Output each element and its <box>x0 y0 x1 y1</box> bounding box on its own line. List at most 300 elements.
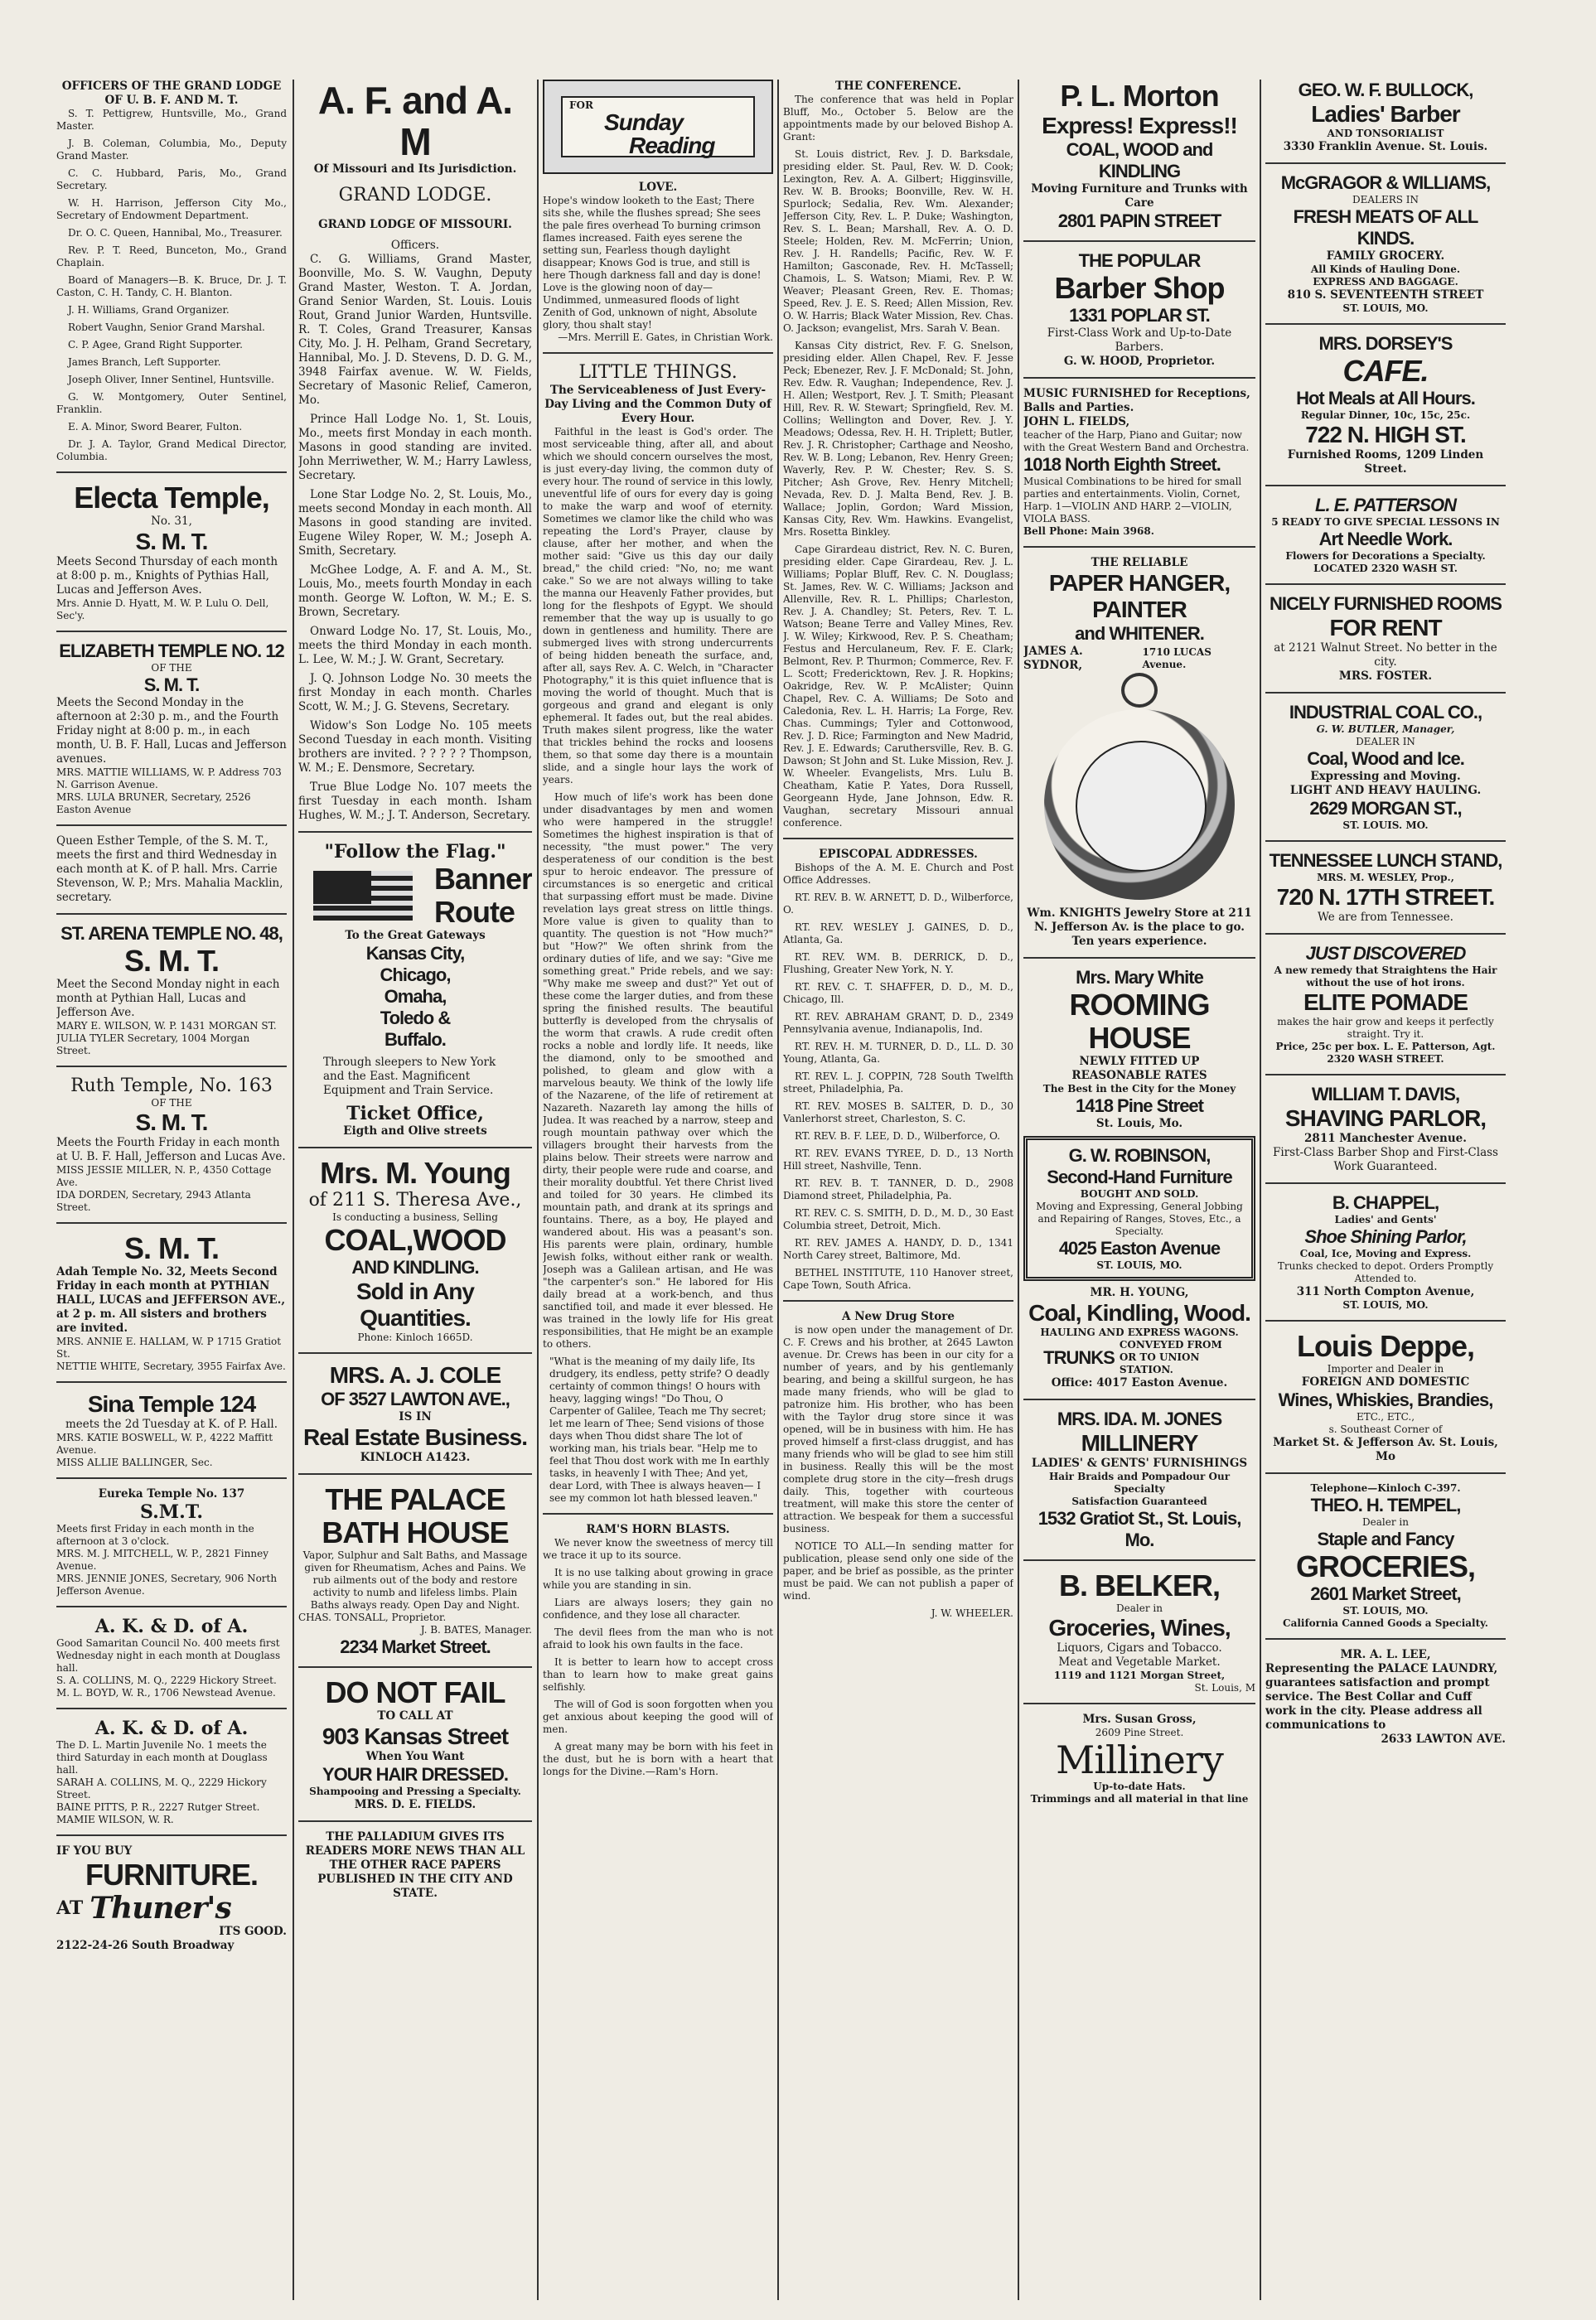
music-addr: 1018 North Eighth Street. <box>1023 454 1221 475</box>
mry-office: Office: 4017 Easton Avenue. <box>1051 1376 1228 1390</box>
young-addr: of 211 S. Theresa Ave., <box>308 1190 522 1211</box>
dnf-to: TO CALL AT <box>377 1709 453 1723</box>
quantities: Sold in Any Quantities. <box>356 1278 474 1331</box>
rob-addr: 4025 Easton Avenue <box>1058 1238 1221 1259</box>
music-name: JOHN L. FIELDS, <box>1023 415 1130 428</box>
patt-flowers: Flowers for Decorations a Specialty. <box>1285 550 1486 562</box>
coal-wood: COAL,WOOD <box>324 1223 506 1257</box>
rams-para: We never know the sweetness of mercy till we trace it up to its source. <box>543 1537 773 1561</box>
pocket-watch-image <box>1044 709 1235 900</box>
dnf-title: DO NOT FAIL <box>325 1675 505 1709</box>
city-name: Omaha, <box>384 986 447 1007</box>
cole-title: MRS. A. J. COLE <box>329 1362 501 1388</box>
lodge-entry: Lone Star Lodge No. 2, St. Louis, Mo., meets second Monday in each month. All Masons in good standing are invited. Eugene Wiley Roper, W. M.; Joseph A. Smith, Secretary. <box>298 488 532 558</box>
eureka-n1: MRS. M. J. MITCHELL, W. P., 2821 Finney Avenue. <box>56 1548 268 1572</box>
flag-title: "Follow the Flag." <box>324 841 506 863</box>
eliz-n2: MRS. LULA BRUNER, Secretary, 2526 Easton Avenue <box>56 791 251 815</box>
rob-city: ST. LOUIS, MO. <box>1096 1259 1182 1271</box>
barber-text: First-Class Work and Up-to-Date Barbers. <box>1047 326 1232 354</box>
music-title: MUSIC FURNISHED for Receptions, Balls and Parties. <box>1023 387 1250 414</box>
lodge-entry: Onward Lodge No. 17, St. Louis, Mo., meets the third Monday in each month. L. Lee, W. M.; J. W. Grant, Secretary. <box>298 625 532 666</box>
chappel-city: ST. LOUIS, MO. <box>1342 1299 1429 1311</box>
officer-entry: S. T. Pettigrew, Huntsville, Mo., Grand Master. <box>56 108 287 132</box>
morton-name: P. L. Morton <box>1060 80 1219 113</box>
ind-exp: Expressing and Moving. <box>1310 770 1461 783</box>
rob-title: Second-Hand Furniture <box>1047 1167 1232 1187</box>
bullock-tons: AND TONSORIALIST <box>1327 128 1444 139</box>
bishop-entry: RT. REV. ABRAHAM GRANT, D. D., 2349 Pennsylvania avenue, Indianapolis, Ind. <box>783 1011 1013 1035</box>
officer-entry: Robert Vaughn, Senior Grand Marshal. <box>68 321 265 333</box>
rams-paras <box>543 1537 773 1778</box>
ruth-title: Ruth Temple, No. 163 <box>70 1075 273 1096</box>
morton-coal: COAL, WOOD and KINDLING <box>1066 139 1213 181</box>
mcg-exp: EXPRESS AND BAGGAGE. <box>1313 276 1458 288</box>
rooming-rates: REASONABLE RATES <box>1071 1069 1207 1082</box>
bishop-entry: BETHEL INSTITUTE, 110 Hanover street, Cape Town, South Africa. <box>783 1267 1013 1291</box>
arena-n1: MARY E. WILSON, W. P. 1431 MORGAN ST. <box>56 1020 277 1032</box>
furn-name: Thuner's <box>89 1891 231 1926</box>
deppe-name: Louis Deppe, <box>1296 1329 1475 1363</box>
patt-loc: LOCATED 2320 WASH ST. <box>1313 563 1458 574</box>
rob-bought: BOUGHT AND SOLD. <box>1080 1188 1199 1200</box>
gross-addr: 2609 Pine Street. <box>1095 1727 1184 1738</box>
mcg-meats: FRESH MEATS OF ALL KINDS. <box>1293 206 1478 249</box>
rooming-best: The Best in the City for the Money <box>1042 1083 1236 1095</box>
davis-name: WILLIAM T. DAVIS, <box>1311 1084 1460 1104</box>
arena-smt: S. M. T. <box>123 944 219 978</box>
officers-title: OFFICERS OF THE GRAND LODGE OF U. B. F. AND M. T. <box>61 80 282 107</box>
sunday-reading-masthead <box>543 80 773 174</box>
electa-names: Mrs. Annie D. Hyatt, M. W. P. Lulu O. Dell, Sec'y. <box>56 597 269 621</box>
masthead-for: FOR <box>569 99 593 111</box>
rob-name: G. W. ROBINSON, <box>1068 1145 1211 1166</box>
lodge-entry: Widow's Son Lodge No. 105 meets Second Tuesday in each month. Visiting brothers are invited. ? ? ? ? ? Thompson, W. M.; E. Densmore, Secretary. <box>298 719 532 775</box>
officer-entry: Joseph Oliver, Inner Sentinel, Huntsville. <box>68 374 274 385</box>
tempel-name: THEO. H. TEMPEL, <box>1310 1495 1461 1515</box>
officer-entry: C. C. Hubbard, Paris, Mo., Grand Secretary. <box>56 167 287 191</box>
lodge-entry: Prince Hall Lodge No. 1, St. Louis, Mo., meets first Monday in each month. Masons in good standing are invited. John Merriwether, W. M.; Harry Lawless, Secretary. <box>298 413 532 482</box>
arena-text: Meet the Second Monday night in each month at Pythian Hall, Lucas and Jefferson Ave. <box>56 978 280 1019</box>
davis-addr: 2811 Manchester Avenue. <box>1304 1132 1467 1145</box>
bishop-list <box>783 892 1013 1292</box>
chappel-addr: 311 North Compton Avenue, <box>1296 1285 1475 1298</box>
mcg-city: ST. LOUIS, MO. <box>1342 302 1429 314</box>
city-name: Buffalo. <box>384 1029 446 1050</box>
arena-n2: JULIA TYLER Secretary, 1004 Morgan Street. <box>56 1032 250 1056</box>
palace-prop: CHAS. TONSALL, Proprietor. <box>298 1612 447 1623</box>
af-am-subtitle: Of Missouri and Its Jurisdiction. <box>313 162 517 176</box>
masthead-reading: Reading <box>629 133 715 158</box>
dorsey-hot: Hot Meals at All Hours. <box>1296 388 1475 408</box>
electa-no: No. 31, <box>151 515 192 528</box>
tempel-groceries: GROCERIES, <box>1295 1549 1476 1583</box>
dorsey-rooms: Furnished Rooms, 1209 Linden Street. <box>1287 448 1484 476</box>
ruth-smt: S. M. T. <box>135 1109 208 1135</box>
belker-name: B. BELKER, <box>1058 1568 1220 1602</box>
bishop-entry: RT. REV. H. M. TURNER, D. D., LL. D. 30 Young, Atlanta, Ga. <box>783 1041 1013 1065</box>
barber-addr: 1331 POPLAR ST. <box>1069 305 1210 326</box>
tempel-canned: California Canned Goods a Specialty. <box>1283 1617 1488 1629</box>
love-poem: Hope's window looketh to the East; There sits she, while the flushes spread; She sees the pale fires overhead To burning crimson flames increased. Faith eyes serene the setting sun, Fearless though daylight disappear; Knows God is true, and still is here Though darkness fall and day is done! Love is the glowing noon of day— Undimmed, unmeasured floods of light Zenith of God, unknown of night, Absolute glory, thou shalt stay! <box>543 195 762 331</box>
deppe-addr: Market St. & Jefferson Av. St. Louis, Mo <box>1273 1436 1498 1463</box>
column-rule <box>293 80 294 2300</box>
rooms-text: at 2121 Walnut Street. No better in the city. <box>1274 641 1497 669</box>
mry-name: MR. H. YOUNG, <box>1090 1286 1189 1299</box>
akd1-n1: S. A. COLLINS, M. Q., 2229 Hickory Street. <box>56 1675 277 1686</box>
mry-conv: CONVEYED FROM OR TO UNION STATION. <box>1119 1339 1222 1375</box>
lodge-list <box>298 413 532 823</box>
belker-groceries: Groceries, Wines, <box>1048 1615 1231 1641</box>
bishop-entry: RT. REV. EVANS TYREE, D. D., 13 North Hill street, Nashville, Tenn. <box>783 1148 1013 1172</box>
sina-title: Sina Temple 124 <box>87 1391 256 1417</box>
bishop-entry: RT. REV. JAMES A. HANDY, D. D., 1341 North Carey street, Baltimore, Md. <box>783 1237 1013 1261</box>
mcg-addr: 810 S. SEVENTEENTH STREET <box>1287 288 1484 302</box>
just-text: A new remedy that Straightens the Hair without the use of hot irons. <box>1274 964 1497 988</box>
notice-text: NOTICE TO ALL—In sending matter for publication, please send only one side of the paper, and be brief as possible, as the printer must be paid. We can not publish a paper of wind. <box>783 1540 1013 1602</box>
whitener: and WHITENER. <box>1075 623 1204 644</box>
deppe-corner: s. Southeast Corner of <box>1328 1423 1443 1435</box>
akd1-text: Good Samaritan Council No. 400 meets first Wednesday night in each month at Douglass hall. <box>56 1637 281 1674</box>
sydnor-name: JAMES A. SYDNOR, <box>1023 645 1083 672</box>
palladium-notice: THE PALLADIUM GIVES ITS READERS MORE NEWS THAN ALL THE OTHER RACE PAPERS PUBLISHED IN THE CITY AND STATE. <box>305 1830 525 1900</box>
rams-para: The will of God is soon forgotten when you get anxious about keeping the good will of men. <box>543 1699 773 1735</box>
rooming-new: NEWLY FITTED UP <box>1079 1055 1200 1068</box>
rams-para: Liars are always losers; they gain no confidence, and they lose all character. <box>543 1597 773 1621</box>
lee-addr: 2633 LAWTON AVE. <box>1381 1733 1506 1746</box>
dorsey-addr: 722 N. HIGH ST. <box>1305 422 1466 447</box>
ruth-text: Meets the Fourth Friday in each month at U. B. F. Hall, Jefferson and Lucas Ave. <box>56 1136 286 1163</box>
akd2-text: The D. L. Martin Juvenile No. 1 meets the third Saturday in each month at Douglass hall. <box>56 1739 268 1776</box>
notice-sign: J. W. WHEELER. <box>931 1607 1013 1619</box>
patt-name: L. E. PATTERSON <box>1315 495 1456 515</box>
dnf-when: When You Want <box>365 1750 465 1763</box>
masthead-sunday: Sunday <box>604 109 684 135</box>
city-name: Kansas City, <box>365 943 465 964</box>
city-list <box>298 943 532 1051</box>
officer-entry: James Branch, Left Supporter. <box>68 356 221 368</box>
palace-bath: BATH HOUSE <box>322 1515 509 1549</box>
conf-para: The conference that was held in Poplar Bluff, Mo., October 5. Below are the appointments made by our beloved Bishop A. Grant: <box>783 94 1013 143</box>
electa-text: Meets Second Thursday of each month at 8:00 p. m., Knights of Pythias Hall, Lucas and Jefferson Aves. <box>56 555 278 597</box>
deppe-for: FOREIGN AND DOMESTIC <box>1301 1375 1470 1389</box>
rooming-addr: 1418 Pine Street <box>1076 1095 1203 1116</box>
officer-entry: C. P. Agee, Grand Right Supporter. <box>68 339 243 350</box>
officer-entry: Board of Managers—B. K. Bruce, Dr. J. T. Caston, C. H. Tandy, C. H. Blanton. <box>56 274 287 298</box>
column-rule <box>777 80 779 2300</box>
cole-addr: OF 3527 LAWTON AVE., <box>321 1389 510 1409</box>
bullock-barber: Ladies' Barber <box>1311 101 1460 127</box>
officers-label: Officers. <box>390 239 440 252</box>
jones-hair: Hair Braids and Pompadour Our Specialty <box>1048 1471 1231 1495</box>
city-name: Toledo & <box>380 1008 451 1028</box>
little-paras <box>543 426 773 1351</box>
love-title: LOVE. <box>638 181 678 194</box>
little-para: Faithful in the least is God's order. The most serviceable thing, after all, and about which we should concern ourselves the most, is just every-day living, the common duty of every hour. The round of service in this lowly, uneventful life of ours for every day is going to make the warp and woof of eternity. Sometimes we clamor like the child who was repeating the Lord's Prayer, clause by clause, after her mother, and when the mother said: "Give us this day our daily bread," the child cried: "No, no; me want cake." So we are not always willing to take the manna our Heavenly Father provides, but long for the fleshpots of Egypt. We should remember that the way up is usually to go down in gentleness and humility. There are submerged lives with strong undercurrents of being hidden beneath the surface, and, after all, says Rev. A. C. Welch, in "Character Photography," it is this quiet influence that is moving the world of thought. Much that is gorgeous and grand and elegant is only ephemeral. It fades out, but the real abides. Truth makes silent progress, like the water that trickles behind the rocks and loosens them, so that some day there is a mountain slide, and a single hour lays the work of years. <box>543 426 773 785</box>
ind-city: ST. LOUIS. MO. <box>1342 819 1429 831</box>
young-phone: Phone: Kinloch 1665D. <box>357 1332 473 1343</box>
city-name: Chicago, <box>380 964 451 985</box>
sina-n2: MISS ALLIE BALLINGER, Sec. <box>56 1457 213 1468</box>
little-sub: The Serviceableness of Just Every-Day Living and the Common Duty of Every Hour. <box>544 384 771 425</box>
cole-phone: KINLOCH A1423. <box>360 1451 471 1464</box>
palace-text: Vapor, Sulphur and Salt Baths, and Massage given for Rheumatism, Aches and Pains. We rub ailments out of the body and restore activity to numb and lifeless limbs. Plain Baths always ready. Open Day and Night. <box>302 1549 528 1611</box>
dorsey-cafe: CAFE. <box>1342 354 1429 388</box>
white-name: Mrs. Mary White <box>1076 967 1203 988</box>
ind-dealer: DEALER IN <box>1356 736 1415 747</box>
furn-addr: 2122-24-26 South Broadway <box>56 1939 235 1952</box>
ticket-office: Ticket Office, <box>346 1103 484 1124</box>
just-title: JUST DISCOVERED <box>1305 943 1466 964</box>
belker-liq: Liquors, Cigars and Tobacco. <box>1057 1641 1222 1655</box>
conf-para: Kansas City district, Rev. F. G. Snelson, presiding elder. Allen Chapel, Rev. F. Jesse Peck; Ebenezer, Rev. J. F. McDonald; St. John, Rev. Edw. R. Vaughan; Independence, Rev. J. H. Allen; Westport, Rev. J. T. Smith; Pleasant Hill, Rev. R. W. Stewart; Springfield, Rev. M. Collins; Wellington and Dover, Rev. J. Y. Meadows; Odessa, Rev. H. H. Triplett; Butler, Rev. J. R. Christopher; Carthage and Neosho, Rev. W. B. Long; Lebanon, Rev. Henry Green; Waverly, Rev. P. W. Chester; Rev. S. S. Pitcher; Ash Grove, Rev. Henry Mitchell; Nevada, Rev. D. J. Malta Bend, Rev. J. B. Wallace; Joplin, Gordon; Ward Mission, Kansas City, Rev. Wm. Hawkins. Evangelist, Mrs. Rosetta Binkley. <box>783 340 1013 538</box>
chappel-trunks: Trunks checked to depot. Orders Promptly Attended to. <box>1277 1260 1494 1284</box>
column-rule <box>1018 80 1019 2300</box>
gateways: To the Great Gateways <box>345 929 486 942</box>
grand-lodge: GRAND LODGE. <box>338 185 492 205</box>
ind-coal: Coal, Wood and Ice. <box>1307 748 1464 769</box>
ind-mgr: G. W. BUTLER, Manager, <box>1316 723 1455 735</box>
chappel-coal: Coal, Ice, Moving and Express. <box>1299 1248 1472 1259</box>
dorsey-dinner: Regular Dinner, 10c, 15c, 25c. <box>1300 409 1471 421</box>
lodge-entry: McGhee Lodge, A. F. and A. M., St. Louis, Mo., meets fourth Monday in each month. George W. Lofton, W. M.; E. S. Brown, Secretary. <box>298 563 532 619</box>
belker-dealer: Dealer in <box>1116 1602 1163 1614</box>
column-rule <box>537 80 539 2300</box>
mcg-dealers: DEALERS IN <box>1352 194 1419 205</box>
rams-title: RAM'S HORN BLASTS. <box>586 1523 730 1536</box>
watch-crown <box>1121 673 1158 708</box>
rooms-rent: FOR RENT <box>1329 615 1442 640</box>
drug-title: A New Drug Store <box>842 1310 955 1323</box>
eureka-title: Eureka Temple No. 137 <box>98 1487 245 1501</box>
epis-title: EPISCOPAL ADDRESSES. <box>819 848 978 861</box>
robinson-ad <box>1023 1136 1255 1281</box>
lee-text: Representing the PALACE LAUNDRY, guarantees satisfaction and prompt service. The Best Collar and Cuff work in the city. Please address all communications to <box>1265 1662 1498 1732</box>
elite-price: Price, 25c per box. L. E. Patterson, Agt. <box>1275 1041 1496 1052</box>
reliable: THE RELIABLE <box>1091 556 1188 569</box>
eureka-text: Meets first Friday in each month in the afternoon at 3 o'clock. <box>56 1523 254 1547</box>
rams-para: A great many may be born with his feet in the dust, but he is born with a heart that longs for the Divine.—Ram's Horn. <box>543 1741 773 1777</box>
ind-addr: 2629 MORGAN ST., <box>1309 798 1462 819</box>
patt-lessons: 5 READY TO GIVE SPECIAL LESSONS IN <box>1271 516 1500 528</box>
column-rule <box>1260 80 1261 2300</box>
jones-name: MRS. IDA. M. JONES <box>1057 1409 1222 1429</box>
morton-express: Express! Express!! <box>1042 113 1237 138</box>
lee-name: MR. A. L. LEE, <box>1340 1648 1431 1661</box>
cole-biz: Real Estate Business. <box>302 1424 528 1450</box>
furn-at: AT <box>56 1897 84 1919</box>
officer-entry: E. A. Minor, Sword Bearer, Fulton. <box>68 421 243 433</box>
furn-if: IF YOU BUY <box>56 1844 133 1858</box>
jones-millinery: MILLINERY <box>1081 1430 1198 1456</box>
rams-para: The devil flees from the man who is not afraid to look his own faults in the face. <box>543 1626 773 1651</box>
officer-entry: J. H. Williams, Grand Organizer. <box>68 304 230 316</box>
esther-text: Queen Esther Temple, of the S. M. T., meets the first and third Wednesday in each month at K. of P. hall. Mrs. Carrie Stevenson, W. P.; Mrs. Mahalia Macklin, secretary. <box>56 834 283 904</box>
morton-addr: 2801 PAPIN STREET <box>1057 210 1221 231</box>
bishop-entry: RT. REV. MOSES B. SALTER, D. D., 30 Vanlerhorst street, Charleston, S. C. <box>783 1100 1013 1124</box>
eliz-smt: S. M. T. <box>143 674 200 695</box>
ruth-n2: IDA DORDEN, Secretary, 2943 Atlanta Street. <box>56 1189 251 1213</box>
dnf-addr: 903 Kansas Street <box>322 1723 509 1749</box>
morton-moving: Moving Furniture and Trunks with Care <box>1031 182 1248 210</box>
akd1-n2: M. L. BOYD, W. R., 1706 Newstead Avenue. <box>56 1687 276 1699</box>
rooming-city: St. Louis, Mo. <box>1095 1117 1183 1130</box>
lodge-entry: J. Q. Johnson Lodge No. 30 meets the first Monday in each month. Charles Scott, W. M.; J. G. Stevens, Secretary. <box>298 672 532 713</box>
chappel-title: Shoe Shining Parlor, <box>1304 1226 1467 1247</box>
jones-sat: Satisfaction Guaranteed <box>1071 1496 1207 1507</box>
davis-title: SHAVING PARLOR, <box>1284 1105 1487 1131</box>
furn-title: FURNITURE. <box>85 1858 258 1892</box>
young-text: Is conducting a business, Selling <box>332 1211 498 1223</box>
mry-coal: Coal, Kindling, Wood. <box>1028 1300 1250 1326</box>
ind-haul: LIGHT AND HEAVY HAULING. <box>1289 784 1482 797</box>
bishop-entry: RT. REV. C. T. SHAFFER, D. D., M. D., Chicago, Ill. <box>783 981 1013 1005</box>
officers-text: C. G. Williams, Grand Master, Boonville, Mo. S. W. Vaughn, Deputy Grand Master, Weston. T. A. Jordan, Grand Senior Warden, St. Louis. Louis Rout, Grand Junior Warden, Huntsville. R. T. Coles, Grand Treasurer, Kansas City, Mo. J. H. Pelham, Grand Secretary, Hannibal, Mo. J. D. Stevens, D. D. G. M., 3948 Fairfax avenue. W. W. Fields, Secretary of Masonic Relief, Cameron, Mo. <box>298 253 532 407</box>
conf-para: St. Louis district, Rev. J. D. Barksdale, presiding elder. St. Paul, Rev. W. D. Cook; Lexington, Rev. A. A. Gilbert; Higginsville, Rev. W. B. Brooks; Boonville, Rev. W. H. Spurlock; Sedalia, Rev. Wm. Alexander; Jefferson City, Rev. L. P. Duke; Washington, Rev. S. L. Bean; Marshall, Rev. A. O. D. Steele; Holden, Rev. M. McFerrin; Union, Rev. J. H. Randells; Pacific, Rev. W. F. Hamilton; Gasconade, Rev. H. McTassell; Chamois, L. S. Watson; Miami, Rev. P. W. Weaver; Pleasant Green, Rev. E. Thomas; Speed, Rev. J. E. S. Reed; Allen Mission, Rev. O. W. Harris; Black Water Mission, Rev. Chas. O. Jackson; evangelist, Mrs. Sarah V. Bean. <box>783 148 1013 334</box>
officer-entry: Rev. P. T. Reed, Bunceton, Mo., Grand Chaplain. <box>56 244 287 268</box>
furn-good: ITS GOOD. <box>219 1925 287 1938</box>
deppe-imp: Importer and Dealer in <box>1327 1363 1444 1375</box>
electa-title: Electa Temple, <box>74 481 269 515</box>
sina-text: meets the 2d Tuesday at K. of P. Hall. <box>65 1418 278 1431</box>
barber-prop: G. W. HOOD, Proprietor. <box>1063 355 1216 368</box>
column-4 <box>783 80 1013 2300</box>
adah-n2: NETTIE WHITE, Secretary, 3955 Fairfax Ave. <box>56 1361 286 1372</box>
rooms-title: NICELY FURNISHED ROOMS <box>1270 593 1502 614</box>
column-6 <box>1265 80 1506 2300</box>
ticket-addr: Eigth and Olive streets <box>343 1124 487 1138</box>
epis-intro: Bishops of the A. M. E. Church and Post Office Addresses. <box>783 862 1013 886</box>
akd2-n2: BAINE PITTS, P. R., 2227 Rutger Street. <box>56 1801 260 1813</box>
dnf-name: MRS. D. E. FIELDS. <box>354 1798 476 1811</box>
flag-image <box>313 871 413 921</box>
officer-entry: Dr. J. A. Taylor, Grand Medical Director, Columbia. <box>56 438 287 462</box>
tempel-city: ST. LOUIS, MO. <box>1342 1605 1429 1617</box>
rams-para: It is no use talking about growing in grace while you are standing in sin. <box>543 1567 773 1591</box>
adah-smt: S. M. T. <box>123 1231 219 1265</box>
akd2-n1: SARAH A. COLLINS, M. Q., 2229 Hickory Street. <box>56 1776 267 1800</box>
love-author: —Mrs. Merrill E. Gates, in Christian Work. <box>558 331 773 343</box>
cole-is: IS IN <box>399 1410 432 1423</box>
route-word: Route <box>433 895 515 929</box>
palace-mgr: J. B. BATES, Manager. <box>420 1624 532 1636</box>
tenn-from: We are from Tennessee. <box>1318 911 1453 924</box>
rob-text: Moving and Expressing, General Jobbing and Repairing of Ranges, Stoves, Etc., a Specialty. <box>1036 1201 1243 1237</box>
mcg-fam: FAMILY GROCERY. <box>1326 249 1445 263</box>
conf-para: Cape Girardeau district, Rev. N. C. Buren, presiding elder. Cape Girardeau, Rev. J. L. Williams; Poplar Bluff, Rev. C. N. Douglass; St. James, Rev. W. C. Williams; Jackson and Allenville, Rev. R. L. Phillips; Charleston, Rev. J. A. Chandley; St. Peters, Rev. T. L. Watson; Beane Terre and Valley Mines, Rev. J. W. Wiley; Kirkwood, Rev. P. S. Cheatham; Festus and Herculaneum, Rev. F. E. Clark; Belmont, Rev. P. Thurmon; Commerce, Rev. F. L. Scott; Fredericktown, Rev. J. R. Hopkins; Oakridge, Rev. W. P. McAlister; Quinn Chapel, Rev. C. A. Williams; De Soto and Caledonia, Rev. L. H. Harris; La Forge, Rev. Chas. Cummings; Tyler and Cottonwood, Rev. J. D. Rice; Farmington and New Madrid, Rev. J. E. Edwards; Caruthersville, Rev. B. G. Dawson; St John and St. Luke Mission, Rev. J. W. Wheeler. Evangelists, Mrs. Lulu B. Cheatham, Katie P. Yates, Dora Russell, Georgeann Hyde, Jane Johnson, Edw. R. Vaughan, secretary Missouri annual conference. <box>783 544 1013 829</box>
akd2-title: A. K. & D. of A. <box>94 1718 249 1739</box>
eliz-text: Meets the Second Monday in the afternoon at 2:30 p. m., and the Fourth Friday night at 8:00 p. m., in each month, U. B. F. Hall, Lucas and Jefferson avenues. <box>56 696 287 766</box>
tempel-phone: Telephone—Kinloch C-397. <box>1310 1482 1461 1494</box>
akd2-n3: MAMIE WILSON, W. R. <box>56 1814 174 1825</box>
belker-addr: 1119 and 1121 Morgan Street, <box>1053 1670 1226 1681</box>
music-teacher: teacher of the Harp, Piano and Guitar; now with the Great Western Band and Orchestra. <box>1023 429 1250 453</box>
sina-n1: MRS. KATIE BOSWELL, W. P., 4222 Maffitt Avenue. <box>56 1432 273 1456</box>
mry-haul: HAULING AND EXPRESS WAGONS. <box>1040 1327 1239 1338</box>
chappel-lg: Ladies' and Gents' <box>1334 1214 1437 1225</box>
banner-word: Banner <box>433 862 532 896</box>
officer-entry: W. H. Harrison, Jefferson City Mo., Secretary of Endowment Department. <box>56 197 287 221</box>
officer-entry: J. B. Coleman, Columbia, Mo., Deputy Grand Master. <box>56 138 287 162</box>
gross-name: Mrs. Susan Gross, <box>1082 1713 1197 1726</box>
sydnor-addr: 1710 LUCAS Avenue. <box>1142 646 1212 670</box>
conf-title: THE CONFERENCE. <box>834 80 962 93</box>
column-5 <box>1023 80 1255 2300</box>
elite-addr: 2320 WASH STREET. <box>1327 1053 1444 1065</box>
barber-the: THE POPULAR <box>1078 250 1201 271</box>
bishop-entry: RT. REV. C. S. SMITH, D. D., M. D., 30 East Columbia street, Detroit, Mich. <box>783 1207 1013 1231</box>
bishop-entry: RT. REV. B. T. TANNER, D. D., 2908 Diamond street, Philadelphia, Pa. <box>783 1177 1013 1201</box>
deppe-etc: ETC., ETC., <box>1356 1411 1415 1423</box>
af-am-title: A. F. and A. M <box>317 80 513 163</box>
akd1-title: A. K. & D. of A. <box>94 1616 249 1637</box>
rooming-house: ROOMING HOUSE <box>1069 988 1210 1055</box>
bullock-name: GEO. W. F. BULLOCK, <box>1298 80 1473 100</box>
gl-missouri: GRAND LODGE OF MISSOURI. <box>318 218 512 231</box>
little-para: How much of life's work has been done under disadvantages by men and women who were hampered in the struggle! Sometimes the highest inspiration is that of necessity, "the must power." The very desperateness of our condition is the best spur to heroic endeavor. The pressure of circumstances is so energetic and critical that surpassing effort must be made. Divine revelation lays great stress on little things. More value is given to quality than to quantity. The question is not "How much?" but "How?" We often shrink from the ordinary duties of life, and we say: "Give me something great." Pride rebels, and we say: "Why make me sweep and dust?" Yet out of these come the larger duties, and from these spring the finished results. The beautiful butterfly is developed from the chrysalis of the worm that crawls. A rude credit often rocks a noble and lordly life. It needs, like the diamond, only to be smoothed and polished, to gleam and glow with a marvelous beauty. We think of the lowly life of the Nazarene, of the life of retirement at Nazareth. Nazareth lay among the hills of Judea. It was reached by a narrow, steep and rough mountain pathway over which the villagers brought their harvests from the plains below. Their streets were narrow and dirty, their people were rude and coarse, and their morality doubtful. Yet there Christ lived and toiled for 30 years. He climbed its mountain path, and drank at its springs and fountains. There, as a boy, He played and wandered about. His was a peasant's son. His parents were plain, ordinary, humble Jewish folks, without either rank or wealth. Joseph was a Galilean artisan, and He was "the carpenter's son." He labored for His daily bread at a work-bench, and thus sanctified toil, and made it ever blessed. He was trained in the lowly life for His great responsibilities, that He might be an example to others. <box>543 791 773 1350</box>
gross-hats: Up-to-date Hats. <box>1093 1781 1186 1792</box>
patt-art: Art Needle Work. <box>1318 529 1453 549</box>
jones-ladies: LADIES' & GENTS' FURNISHINGS <box>1031 1457 1248 1470</box>
ruth-of: OF THE <box>151 1097 192 1109</box>
eliz-of: OF THE <box>151 662 192 674</box>
eureka-n2: MRS. JENNIE JONES, Secretary, 906 North Jefferson Avenue. <box>56 1573 278 1597</box>
chappel-name: B. CHAPPEL, <box>1332 1192 1439 1213</box>
painter: PAINTER <box>1092 597 1187 622</box>
tenn-title: TENNESSEE LUNCH STAND, <box>1269 850 1502 871</box>
davis-text: First-Class Barber Shop and First-Class Work Guaranteed. <box>1273 1146 1498 1173</box>
little-title: LITTLE THINGS. <box>578 362 738 383</box>
column-3 <box>543 80 773 2300</box>
tempel-staple: Staple and Fancy <box>1317 1529 1454 1549</box>
mcg-haul: All Kinds of Hauling Done. <box>1310 263 1461 275</box>
adah-n1: MRS. ANNIE E. HALLAM, W. P 1715 Gratiot St. <box>56 1336 282 1360</box>
music-phone: Bell Phone: Main 3968. <box>1023 525 1154 537</box>
belker-meat: Meat and Vegetable Market. <box>1058 1655 1221 1669</box>
music-text: Musical Combinations to be hired for small parties and entertainments. Violin, Cornet, Harp. 1—VIOLIN AND HARP. 2—VIOLIN, VIOLA BASS. <box>1023 476 1242 524</box>
officers-list <box>56 108 287 463</box>
column-1 <box>56 80 287 2300</box>
bishop-entry: RT. REV. B. F. LEE, D. D., Wilberforce, O. <box>795 1130 1000 1142</box>
mcg-name: McGRAGOR & WILLIAMS, <box>1280 172 1491 193</box>
kindling: AND KINDLING. <box>351 1257 479 1278</box>
bishop-entry: RT. REV. L. J. COPPIN, 728 South Twelfth street, Philadelphia, Pa. <box>783 1071 1013 1095</box>
tempel-dealer: Dealer in <box>1362 1516 1409 1528</box>
palace-the: THE PALACE <box>325 1482 505 1516</box>
deppe-wines: Wines, Whiskies, Brandies, <box>1278 1390 1493 1410</box>
barber-title: Barber Shop <box>1054 271 1225 305</box>
ruth-n1: MISS JESSIE MILLER, N. P., 4350 Cottage Ave. <box>56 1164 272 1188</box>
conf-paras <box>783 94 1013 829</box>
tenn-prop: MRS. M. WESLEY, Prop., <box>1317 872 1454 883</box>
eureka-smt: S.M.T. <box>140 1501 203 1523</box>
dnf-sham: Shampooing and Pressing a Specialty. <box>309 1786 521 1797</box>
lodge-entry: True Blue Lodge No. 107 meets the first Tuesday in each month. Isham Hughes, W. M.; J. T. Anderson, Secretary. <box>298 781 532 822</box>
sleepers-text: Through sleepers to New York and the East. Magnificent Equipment and Train Service. <box>323 1056 496 1097</box>
knights-text: Wm. KNIGHTS Jewelry Store at 211 N. Jefferson Av. is the place to go. Ten years experience. <box>1027 906 1252 948</box>
gross-trim: Trimmings and all material in that line <box>1030 1793 1249 1805</box>
drug-text: is now open under the management of Dr. C. F. Crews and his brother, at 2645 Lawton avenue. Dr. Crews has been in our city for a number of years, and by his gentlemanly bearing, and being a skillful surgeon, he has made many friends, who will be glad to patronize him. His brother, who has been with the Taylor drug store since it was opened, will be in business with him. He has proved himself a first-class druggist, and has many friends who will be glad to see him still in business. Really this will be the most complete drug store in the city—fresh drugs daily. This, together with courteous treatment, will make this store the center of attraction. We bespeak for them a successful business. <box>783 1324 1013 1535</box>
rams-para: It is better to learn how to accept cross than to learn how to make great gains selfishly. <box>543 1656 773 1693</box>
bishop-entry: RT. REV. WESLEY J. GAINES, D. D., Atlanta, Ga. <box>783 921 1013 945</box>
elite-pomade: ELITE POMADE <box>1303 989 1468 1015</box>
dorsey-name: MRS. DORSEY'S <box>1318 333 1453 354</box>
paper-hanger: PAPER HANGER, <box>1048 570 1231 596</box>
tenn-addr: 720 N. 17TH STREET. <box>1276 884 1495 910</box>
eliz-n1: MRS. MATTIE WILLIAMS, W. P. Address 703 N. Garrison Avenue. <box>56 766 282 790</box>
electa-smt: S. M. T. <box>135 529 208 554</box>
bishop-entry: RT. REV. B. W. ARNETT, D. D., Wilberforce, O. <box>783 892 1013 916</box>
mry-trunks: TRUNKS <box>1043 1346 1115 1368</box>
